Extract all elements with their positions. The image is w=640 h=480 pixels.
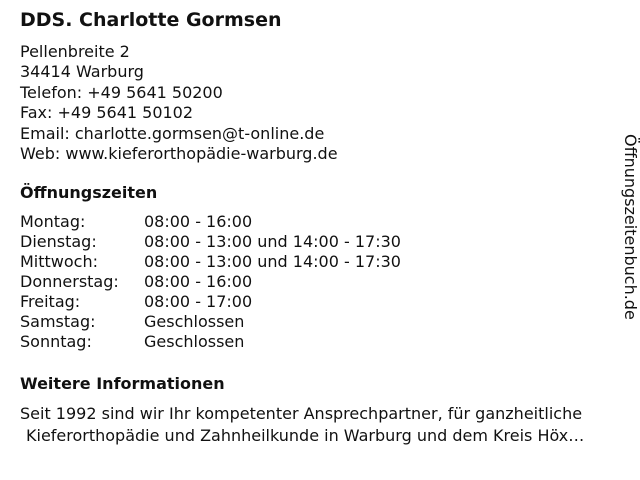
hours-time: 08:00 - 16:00	[144, 272, 253, 291]
email-address: Email: charlotte.gormsen@t-online.de	[20, 123, 325, 143]
more-info-line-1: Seit 1992 sind wir Ihr kompetenter Ansprechpartner, für ganzheitliche	[20, 404, 583, 423]
hours-row	[20, 252, 401, 272]
hours-row	[20, 232, 401, 252]
hours-row	[20, 332, 401, 352]
hours-row	[20, 212, 401, 232]
hours-row	[20, 312, 401, 332]
hours-day: Sonntag:	[20, 332, 92, 351]
phone-number: Telefon: +49 5641 50200	[20, 82, 223, 102]
business-name: DDS. Charlotte Gormsen	[20, 9, 282, 31]
website-address: Web: www.kieferorthopädie-warburg.de	[20, 143, 338, 163]
more-info-line-2: Kieferorthopädie und Zahnheilkunde in Warburg und dem Kreis Höx…	[26, 426, 585, 445]
hours-day: Samstag:	[20, 312, 96, 331]
address-street: Pellenbreite 2	[20, 42, 130, 61]
hours-time: 08:00 - 17:00	[144, 292, 253, 311]
more-info-heading: Weitere Informationen	[20, 374, 225, 393]
hours-day: Donnerstag:	[20, 272, 119, 291]
hours-day: Montag:	[20, 212, 86, 231]
hours-day: Dienstag:	[20, 232, 97, 251]
hours-row	[20, 272, 401, 292]
hours-time: 08:00 - 16:00	[144, 212, 253, 231]
address-city: 34414 Warburg	[20, 62, 144, 82]
fax-number: Fax: +49 5641 50102	[20, 103, 194, 123]
watermark-label: Öffnungszeitenbuch.de	[621, 134, 640, 320]
contact-block	[20, 42, 338, 164]
opening-hours-table	[20, 212, 401, 352]
hours-time: Geschlossen	[144, 332, 245, 351]
hours-time: 08:00 - 13:00 und 14:00 - 17:30	[144, 232, 401, 251]
hours-day: Mittwoch:	[20, 252, 98, 271]
hours-time: Geschlossen	[144, 312, 245, 331]
more-info-text	[20, 403, 632, 447]
opening-hours-heading: Öffnungszeiten	[20, 183, 158, 202]
hours-day: Freitag:	[20, 292, 81, 311]
hours-row	[20, 292, 401, 312]
hours-time: 08:00 - 13:00 und 14:00 - 17:30	[144, 252, 401, 271]
